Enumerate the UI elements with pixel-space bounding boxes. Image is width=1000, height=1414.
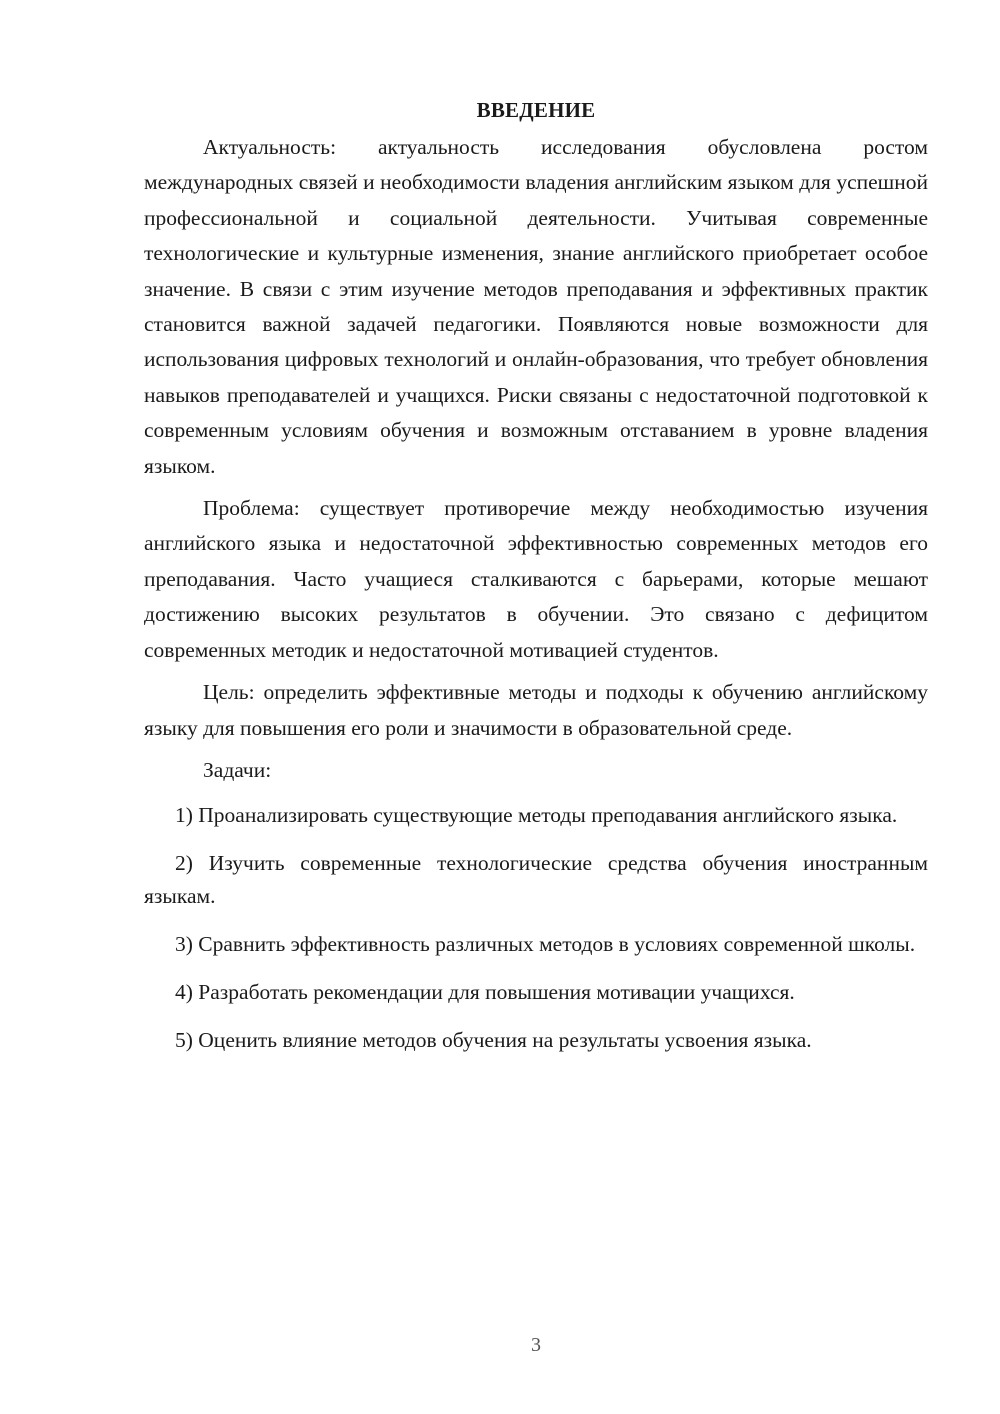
task-item-4: 4) Разработать рекомендации для повышения мотивации учащихся. <box>175 980 795 1005</box>
paragraph-goal: Цель: определить эффективные методы и подходы к обучению английскому языку для повышения его роли и значимости в образовательной среде. <box>144 680 928 740</box>
page-title: ВВЕДЕНИЕ <box>476 98 596 122</box>
task-item-1: 1) Проанализировать существующие методы преподавания английского языка. <box>175 803 898 828</box>
task-item-3: 3) Сравнить эффективность различных методов в условиях современной школы. <box>175 932 916 957</box>
task-item-5: 5) Оценить влияние методов обучения на результаты усвоения языка. <box>175 1028 812 1053</box>
paragraph-relevance: Актуальность: актуальность исследования обусловлена ростом международных связей и необходимости владения английским языком для успешной профессиональной и социальной деятельности. Учитывая современные технологические и культурные изменения, знание английского приобретает особое значение. В связи с этим изучение методов преподавания и эффективных практик становится важной задачей педагогики. Появляются новые возможности для использования цифровых технологий и онлайн-образования, что требует обновления навыков преподавателей и учащихся. Риски связаны с недостаточной подготовкой к современным условиям обучения и возможным отставанием в уровне владения языком. <box>144 135 928 478</box>
paragraph-problem: Проблема: существует противоречие между необходимостью изучения английского языка и недостаточной эффективностью современных методов его преподавания. Часто учащиеся сталкиваются с барьерами, которые мешают достижению высоких результатов в обучении. Это связано с дефицитом современных методик и недостаточной мотивацией студентов. <box>144 496 928 662</box>
task-item-2: 2) Изучить современные технологические средства обучения иностранным языкам. <box>144 851 928 909</box>
tasks-label: Задачи: <box>203 757 272 782</box>
page-number: 3 <box>531 1334 541 1356</box>
document-body <box>144 92 928 1072</box>
